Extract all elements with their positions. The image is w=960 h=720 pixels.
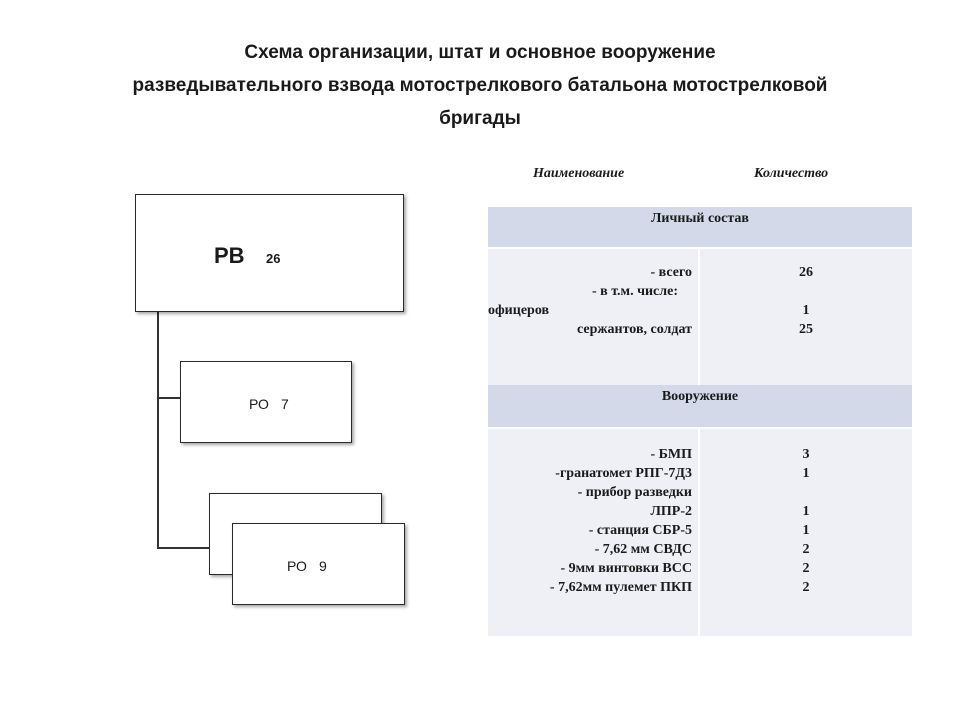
- weapons-qty-cell: [700, 429, 912, 636]
- weapon-row-name: - 7,62 мм СВДС: [594, 542, 692, 557]
- branch-line-1: [157, 397, 181, 399]
- squad-box-2: [232, 523, 405, 605]
- personnel-names: [488, 263, 692, 339]
- weapon-row-qty: 2: [802, 580, 810, 595]
- title-line-1: Схема организации, штат и основное вооружение: [244, 42, 716, 63]
- platoon-abbr: РВ: [214, 243, 245, 268]
- header-name: Наименование: [533, 166, 625, 181]
- squad-1-count: 7: [281, 396, 289, 412]
- weapon-row-qty: 1: [802, 523, 810, 538]
- weapon-row-qty: [700, 483, 912, 502]
- personnel-row-qty: [700, 282, 912, 301]
- trunk-line-upper: [157, 311, 159, 501]
- squad-1-abbr: РО: [249, 396, 269, 412]
- weapon-row-name: - прибор разведки: [577, 485, 692, 500]
- personnel-row-name: сержантов, солдат: [577, 322, 692, 337]
- weapon-row-name: - 7,62мм пулемет ПКП: [549, 580, 692, 595]
- weapon-row-qty: 2: [802, 561, 810, 576]
- personnel-qtys: [700, 263, 912, 339]
- weapons-names: [488, 445, 692, 597]
- personnel-row-qty: 1: [802, 303, 810, 318]
- squad-2-abbr: РО: [287, 558, 307, 574]
- personnel-name-cell: [488, 249, 698, 385]
- title-line-3: бригады: [439, 108, 521, 129]
- section-personnel: Личный состав: [488, 207, 912, 247]
- platoon-box: [135, 194, 404, 312]
- weapon-row-name: - станция СБР-5: [588, 523, 692, 538]
- staff-table: [488, 207, 912, 636]
- personnel-row-name: - всего: [650, 265, 692, 280]
- weapons-qtys: [700, 445, 912, 597]
- weapon-row-qty: 2: [802, 542, 810, 557]
- weapon-row-name: - 9мм винтовки ВСС: [560, 561, 692, 576]
- weapon-row-name: ЛПР-2: [650, 504, 692, 519]
- platoon-count: 26: [266, 251, 281, 266]
- trunk-line-lower: [157, 501, 159, 548]
- weapon-row-name: - БМП: [650, 447, 692, 462]
- personnel-row-qty: 26: [799, 265, 813, 280]
- personnel-row-name: - в т.м. числе:: [592, 284, 678, 299]
- section-weapons: Вооружение: [488, 385, 912, 427]
- personnel-qty-cell: [700, 249, 912, 385]
- weapon-row-qty: 1: [802, 504, 810, 519]
- weapons-name-cell: [488, 429, 698, 636]
- weapon-row-name: -гранатомет РПГ-7Д3: [555, 466, 692, 481]
- weapon-row-qty: 3: [802, 447, 810, 462]
- personnel-row-qty: 25: [799, 322, 813, 337]
- squad-box-1: [180, 361, 352, 443]
- personnel-row-name: офицеров: [488, 303, 550, 318]
- page-title: [30, 36, 930, 135]
- title-line-2: разведывательного взвода мотострелкового батальона мотострелковой: [132, 75, 828, 96]
- weapon-row-qty: 1: [802, 466, 810, 481]
- header-count: Количество: [754, 166, 829, 181]
- squad-2-count: 9: [319, 558, 327, 574]
